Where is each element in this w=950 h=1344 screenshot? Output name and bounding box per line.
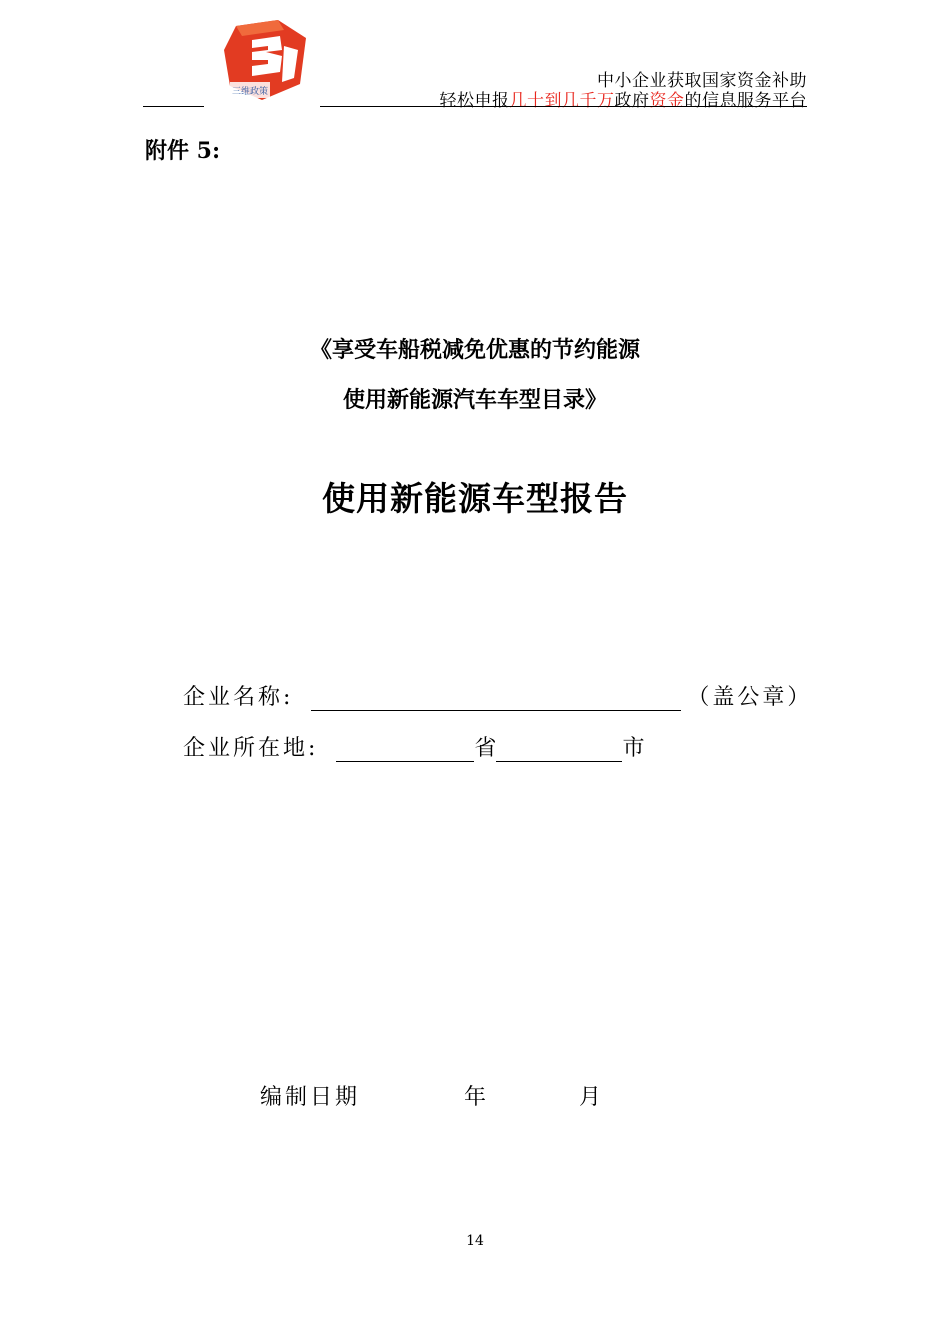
catalog-title-line1: 《享受车船税减免优惠的节约能源 xyxy=(309,337,640,363)
catalog-title-line2: 使用新能源汽车车型目录》 xyxy=(342,387,607,413)
attachment-label: 附件 5: xyxy=(145,138,221,164)
company-location-label: 企业所在地: xyxy=(183,736,319,761)
compile-date-month: 月 xyxy=(579,1085,602,1110)
company-name-row xyxy=(183,680,812,711)
header-slogan-line2 xyxy=(440,86,808,111)
city-suffix: 市 xyxy=(622,736,645,761)
header-rule-right xyxy=(320,106,807,107)
city-field[interactable] xyxy=(496,737,622,762)
slogan-highlight: 资金 xyxy=(649,91,685,111)
logo-text: 三维政策 xyxy=(231,87,269,97)
slogan-text: 政府 xyxy=(614,91,650,111)
report-title: 使用新能源车型报告 xyxy=(322,479,628,518)
company-logo xyxy=(222,20,308,100)
compile-date-year: 年 xyxy=(464,1085,487,1110)
company-name-field[interactable] xyxy=(311,686,681,711)
province-field[interactable] xyxy=(336,737,474,762)
header-rule-left xyxy=(143,106,204,107)
header-slogan-line1: 中小企业获取国家资金补助 xyxy=(597,71,807,91)
compile-date-label: 编制日期 xyxy=(260,1085,361,1110)
province-suffix: 省 xyxy=(474,736,497,761)
company-location-row xyxy=(183,731,644,762)
company-seal-note: （盖公章） xyxy=(687,685,813,710)
page-number: 14 xyxy=(466,1233,484,1249)
slogan-text: 轻松申报 xyxy=(439,91,510,111)
company-name-label: 企业名称: xyxy=(183,685,294,710)
slogan-text: 的信息服务平台 xyxy=(684,91,807,111)
slogan-highlight: 几十到几千万 xyxy=(509,91,615,111)
